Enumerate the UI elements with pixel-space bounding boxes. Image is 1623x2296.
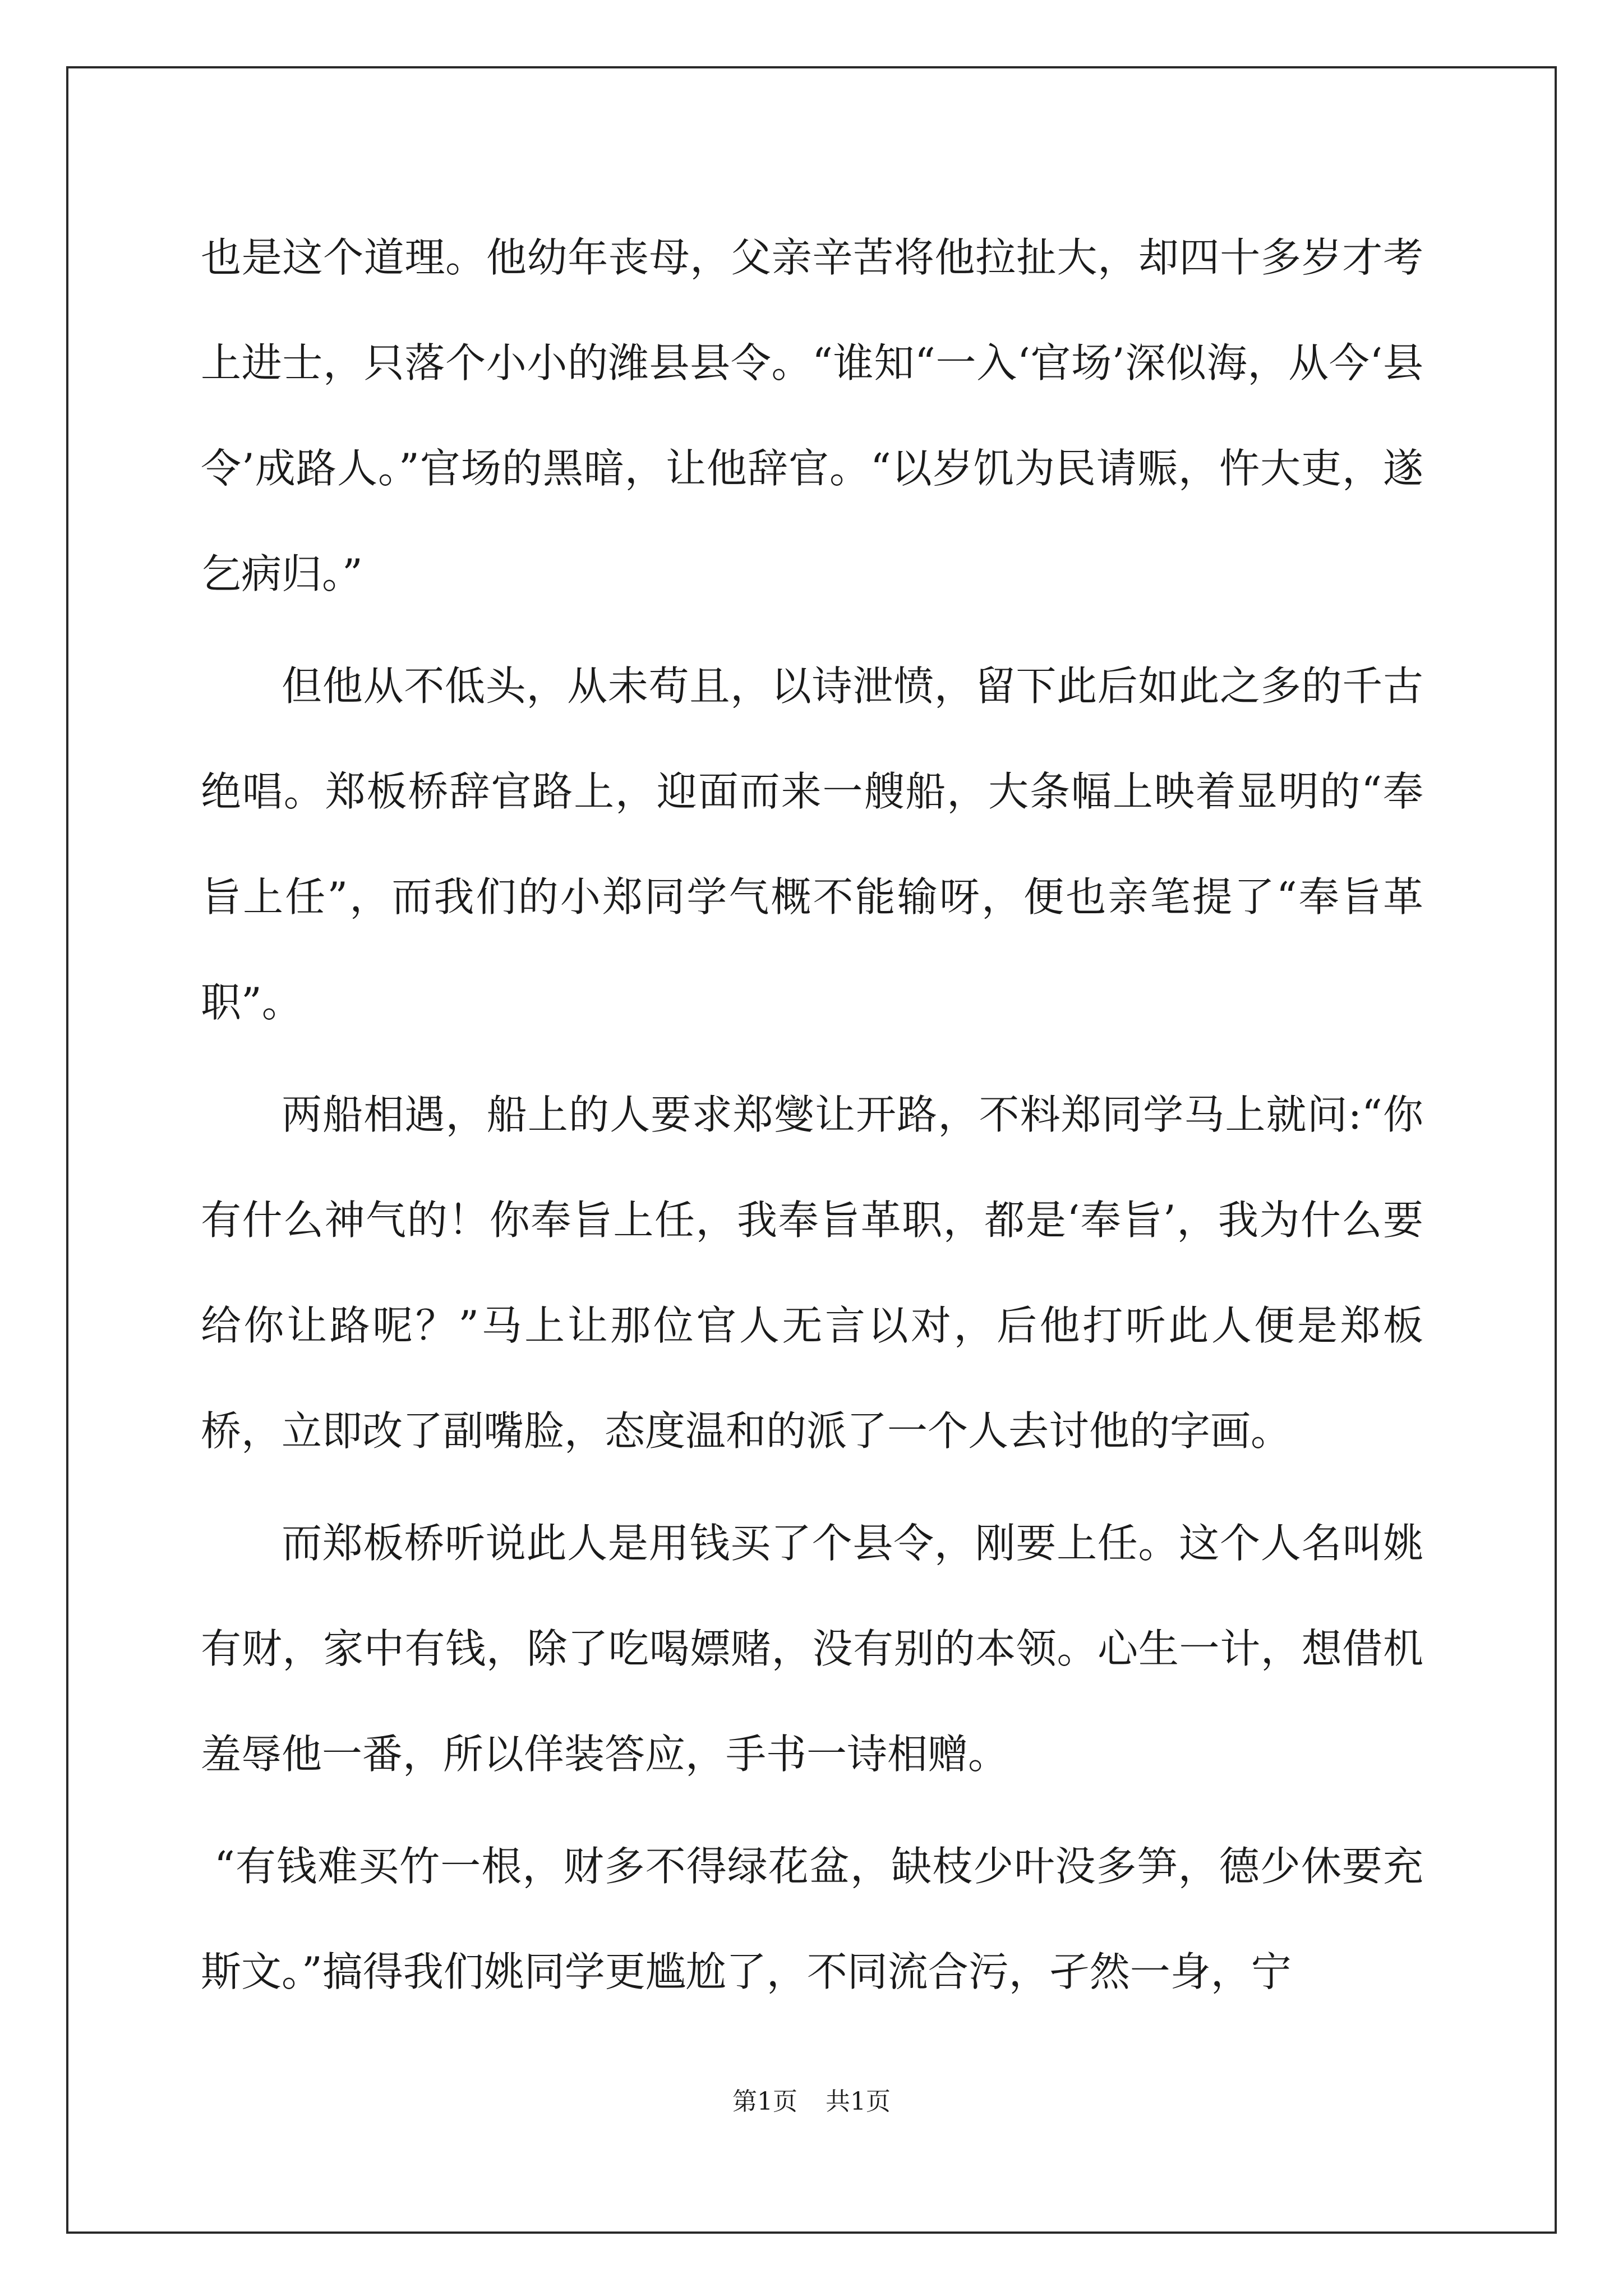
paragraph-5: “有钱难买竹一根，财多不得绿花盆，缺枝少叶没多笋，德少休要充斯文。”搞得我们姚同学更尴尬了，不同流合污，孑然一身，宁: [201, 1843, 1423, 1995]
page-footer: [0, 2081, 1623, 2117]
paragraph-1: 也是这个道理。他幼年丧母，父亲辛苦将他拉扯大，却四十多岁才考上进士，只落个小小的潍县县令。“谁知“一入‘官场’深似海，从今‘县令’成路人。”官场的黑暗，让他辞官。“以岁饥为民请赈，忤大吏，遂乞病归。”: [201, 234, 1423, 597]
paragraph-2: 但他从不低头，从未苟且，以诗泄愤，留下此后如此之多的千古绝唱。郑板桥辞官路上，迎面而来一艘船，大条幅上映着显明的“奉旨上任”，而我们的小郑同学气概不能输呀，便也亲笔提了“奉旨革职”。: [201, 662, 1423, 1026]
paragraph-4: 而郑板桥听说此人是用钱买了个县令，刚要上任。这个人名叫姚有财，家中有钱，除了吃喝嫖赌，没有别的本领。心生一计，想借机羞辱他一番，所以佯装答应，手书一诗相赠。: [201, 1520, 1423, 1778]
page-number-total: 共1页: [826, 2087, 891, 2116]
document-body: [201, 205, 1423, 2024]
paragraph-3: 两船相遇，船上的人要求郑燮让开路，不料郑同学马上就问:“你有什么神气的！你奉旨上任，我奉旨革职，都是‘奉旨’，我为什么要给你让路呢？”马上让那位官人无言以对，后他打听此人便是郑板桥，立即改了副嘴脸，态度温和的派了一个人去讨他的字画。: [201, 1091, 1423, 1455]
page-number-current: 第1页: [732, 2087, 797, 2116]
